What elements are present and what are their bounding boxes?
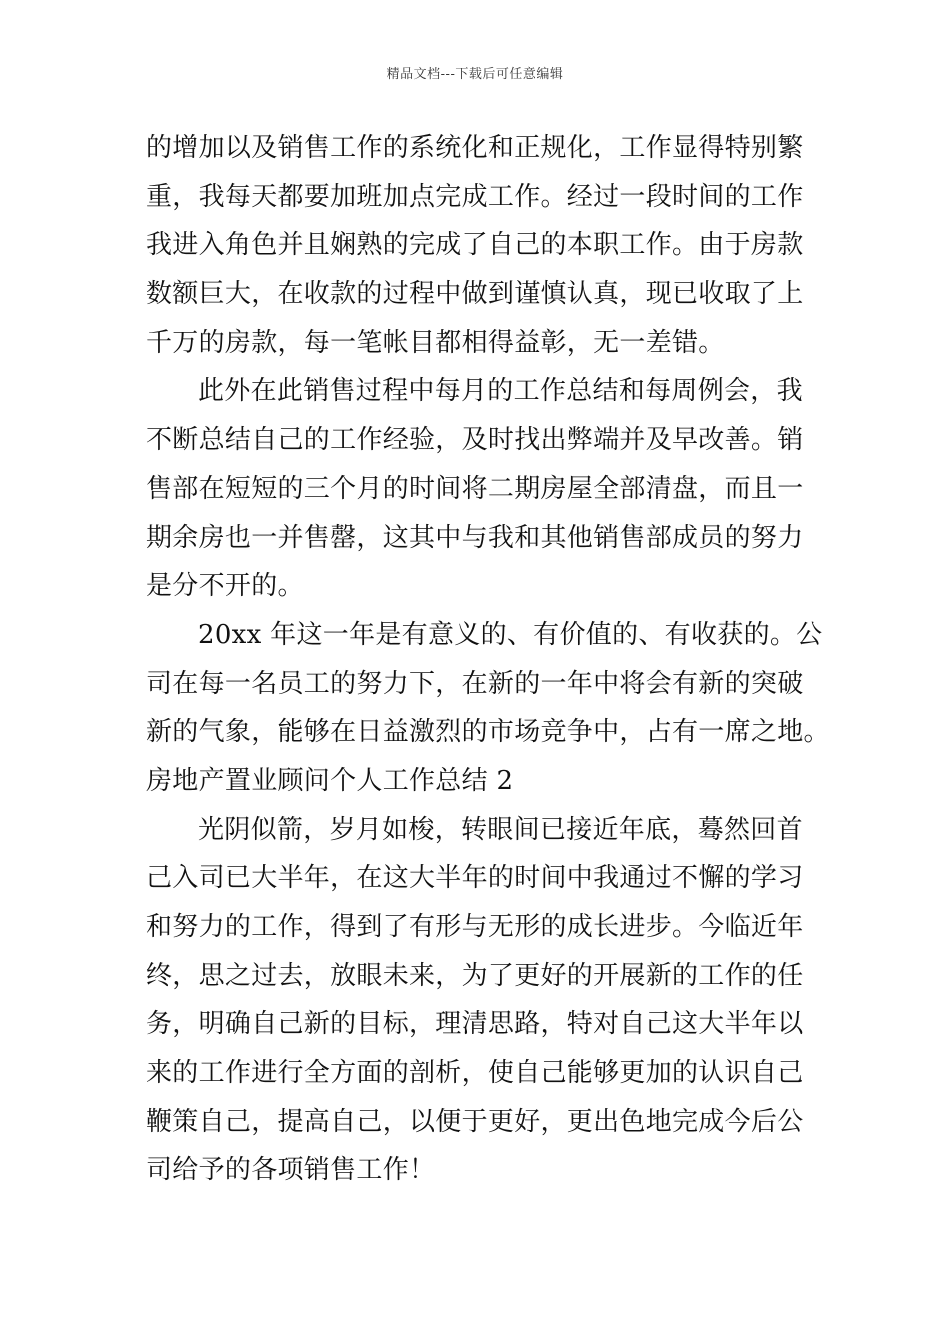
text-line: 期余房也一并售罄，这其中与我和其他销售部成员的努力 bbox=[146, 522, 804, 553]
text-line: 是分不开的。 bbox=[146, 571, 304, 602]
text-line: 来的工作进行全方面的剖析，使自己能够更加的认识自己 bbox=[146, 1058, 804, 1089]
text-line: 数额巨大，在收款的过程中做到谨慎认真，现已收取了上 bbox=[146, 279, 804, 310]
section-heading: 房地产置业顾问个人工作总结 2 bbox=[146, 765, 514, 796]
paragraph-start-line: 光阴似箭，岁月如梭，转眼间已接近年底，蓦然回首 bbox=[198, 814, 803, 845]
text-line: 重，我每天都要加班加点完成工作。经过一段时间的工作 bbox=[146, 181, 804, 212]
text-line: 终，思之过去，放眼未来，为了更好的开展新的工作的任 bbox=[146, 960, 804, 991]
text-line: 的增加以及销售工作的系统化和正规化，工作显得特别繁 bbox=[146, 133, 804, 163]
text-line: 和努力的工作，得到了有形与无形的成长进步。今临近年 bbox=[146, 912, 804, 942]
text-line: 售部在短短的三个月的时间将二期房屋全部清盘，而且一 bbox=[146, 473, 804, 504]
text-line: 鞭策自己，提高自己，以便于更好，更出色地完成今后公 bbox=[146, 1106, 804, 1137]
paragraph-start-line: 20xx 年这一年是有意义的、有价值的、有收获的。公 bbox=[198, 619, 823, 650]
text-line: 务，明确自己新的目标，理清思路，特对自己这大半年以 bbox=[146, 1009, 804, 1040]
text-line: 千万的房款，每一笔帐目都相得益彰，无一差错。 bbox=[146, 327, 725, 358]
paragraph-start-line: 此外在此销售过程中每月的工作总结和每周例会，我 bbox=[198, 376, 803, 407]
text-line: 司在每一名员工的努力下，在新的一年中将会有新的突破 bbox=[146, 668, 804, 699]
text-line: 新的气象，能够在日益激烈的市场竞争中，占有一席之地。 bbox=[146, 717, 830, 748]
text-line: 不断总结自己的工作经验，及时找出弊端并及早改善。销 bbox=[146, 425, 804, 456]
document-body bbox=[146, 124, 830, 1195]
page-header: 精品文档---下载后可任意编辑 bbox=[386, 67, 564, 82]
text-line: 己入司已大半年，在这大半年的时间中我通过不懈的学习 bbox=[146, 863, 804, 894]
text-line: 我进入角色并且娴熟的完成了自己的本职工作。由于房款 bbox=[146, 230, 804, 261]
text-line: 司给予的各项销售工作！ bbox=[146, 1155, 436, 1186]
